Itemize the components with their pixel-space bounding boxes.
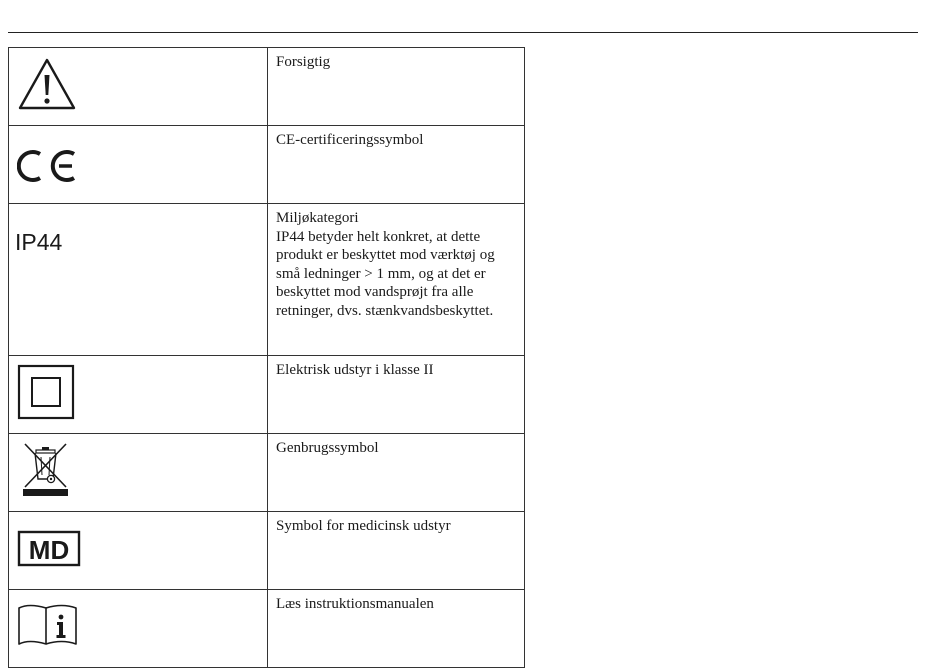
weee-recycling-icon	[21, 441, 71, 499]
description-cell	[268, 126, 525, 204]
symbol-description: IP44 betyder helt konkret, at dette produkt er beskyttet mod værktøj og små ledninger > 1 mm, og at det er beskyttet mod vandsprøjt fra alle retninger, dvs. stænkvandsbeskyttet.	[276, 228, 495, 319]
symbol-description: Symbol for medicinsk udstyr	[276, 518, 451, 534]
symbol-table	[8, 47, 525, 668]
description-cell	[268, 434, 525, 512]
symbol-cell	[9, 434, 268, 512]
table-row	[9, 48, 525, 126]
symbol-description: Elektrisk udstyr i klasse II	[276, 362, 434, 378]
table-row	[9, 126, 525, 204]
symbol-cell	[9, 204, 268, 356]
table-row	[9, 590, 525, 668]
symbol-description: Forsigtig	[276, 54, 331, 70]
symbol-description: Genbrugssymbol	[276, 440, 379, 456]
table-row	[9, 356, 525, 434]
medical-device-icon	[17, 530, 81, 568]
symbol-cell	[9, 126, 268, 204]
symbol-cell	[9, 590, 268, 668]
class-ii-equipment-icon	[17, 364, 75, 420]
symbol-description-title: Miljøkategori	[276, 210, 359, 226]
instruction-manual-icon	[17, 600, 79, 648]
symbol-cell	[9, 512, 268, 590]
warning-triangle-icon	[17, 56, 77, 112]
header-rule	[8, 32, 918, 33]
table-row	[9, 512, 525, 590]
description-cell	[268, 590, 525, 668]
ce-mark-icon	[17, 148, 79, 184]
description-cell	[268, 356, 525, 434]
description-cell	[268, 512, 525, 590]
symbol-description: CE-certificeringssymbol	[276, 132, 424, 148]
medical-device-label: MD	[28, 535, 70, 565]
description-cell	[268, 48, 525, 126]
table-row	[9, 434, 525, 512]
symbol-cell	[9, 356, 268, 434]
symbol-description: Læs instruktionsmanualen	[276, 596, 434, 612]
ip44-rating-label: IP44	[15, 229, 63, 255]
table-row	[9, 204, 525, 356]
description-cell	[268, 204, 525, 356]
symbol-cell	[9, 48, 268, 126]
